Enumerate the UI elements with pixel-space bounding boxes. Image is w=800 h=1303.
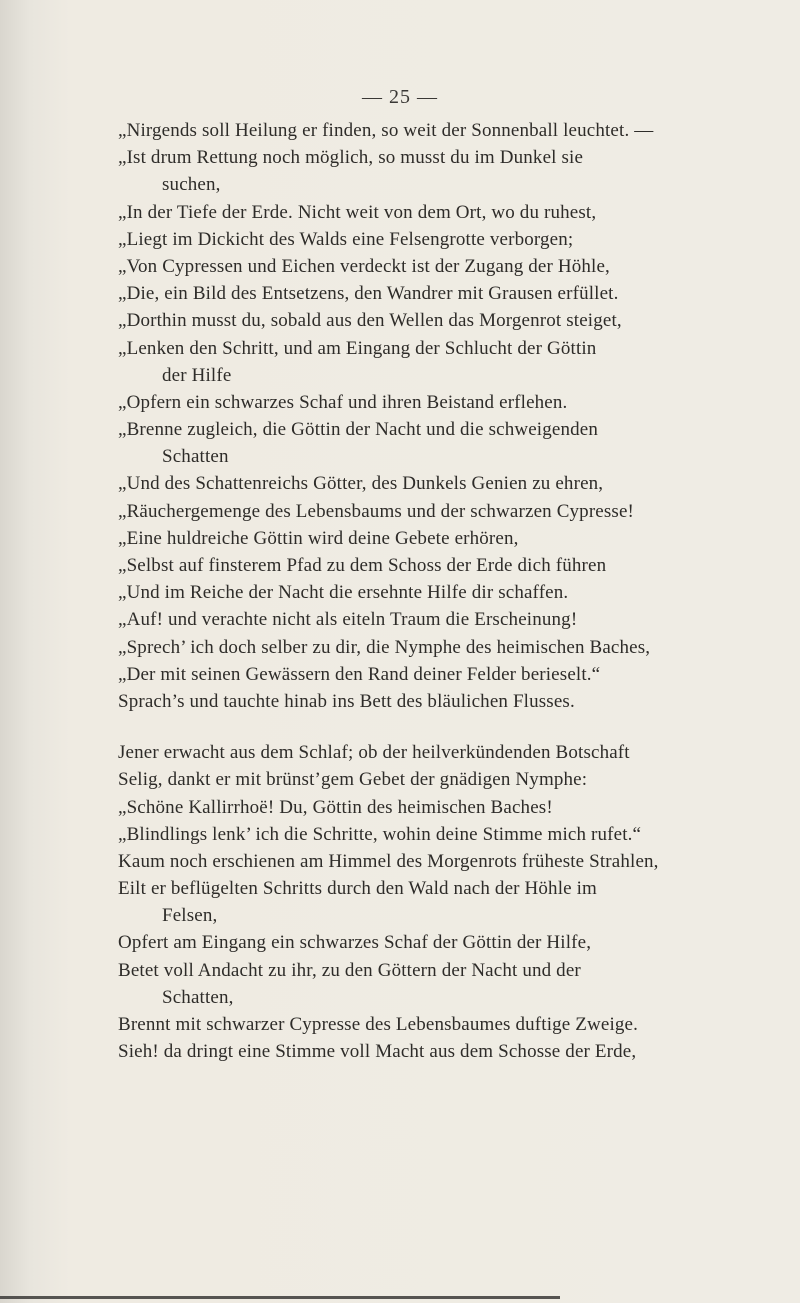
stanza-2 (118, 739, 698, 1065)
verse-line: „Brenne zugleich, die Göttin der Nacht und die schweigenden (118, 419, 598, 441)
poem-text (118, 117, 698, 1065)
verse-line: „Opfern ein schwarzes Schaf und ihren Beistand erflehen. (118, 391, 568, 413)
verse-line: „Von Cypressen und Eichen verdeckt ist der Zugang der Höhle, (118, 255, 610, 277)
verse-line: Schatten, (162, 986, 234, 1008)
verse-line: Schatten (162, 446, 229, 468)
verse-line: „Die, ein Bild des Entsetzens, den Wandrer mit Grausen erfüllet. (118, 283, 619, 305)
bottom-edge-rule (0, 1296, 560, 1299)
verse-line: „Eine huldreiche Göttin wird deine Gebete erhören, (118, 527, 519, 549)
verse-line: Sprach’s und tauchte hinab ins Bett des bläulichen Flusses. (118, 690, 575, 712)
verse-line: „Lenken den Schritt, und am Eingang der Schlucht der Göttin (118, 337, 597, 359)
verse-line: „Ist drum Rettung noch möglich, so musst du im Dunkel sie (118, 147, 584, 169)
verse-line: Sieh! da dringt eine Stimme voll Macht aus dem Schosse der Erde, (118, 1041, 637, 1063)
verse-line: Brennt mit schwarzer Cypresse des Lebensbaumes duftige Zweige. (118, 1014, 639, 1035)
verse-line: „Der mit seinen Gewässern den Rand deiner Felder berieselt.“ (118, 663, 601, 685)
verse-line: „Nirgends soll Heilung er finden, so weit der Sonnenball leuchtet. — (118, 120, 654, 141)
verse-line: der Hilfe (162, 364, 232, 386)
verse-line: „Räuchergemenge des Lebensbaums und der schwarzen Cypresse! (118, 500, 635, 522)
verse-line: Jener erwacht aus dem Schlaf; ob der heilverkündenden Botschaft (118, 742, 630, 764)
verse-line: „Und des Schattenreichs Götter, des Dunkels Genien zu ehren, (118, 473, 604, 495)
verse-line: Opfert am Eingang ein schwarzes Schaf der Göttin der Hilfe, (118, 932, 592, 954)
verse-line: „Dorthin musst du, sobald aus den Wellen das Morgenrot steiget, (118, 310, 622, 332)
verse-line: „Blindlings lenk’ ich die Schritte, wohin deine Stimme mich rufet.“ (118, 823, 642, 845)
verse-line: „Selbst auf finsterem Pfad zu dem Schoss der Erde dich führen (118, 555, 607, 576)
stanza-1 (118, 117, 698, 715)
verse-line: „In der Tiefe der Erde. Nicht weit von dem Ort, wo du ruhest, (118, 201, 597, 223)
verse-line: Selig, dankt er mit brünst’gem Gebet der gnädigen Nymphe: (118, 769, 588, 791)
verse-line: suchen, (162, 174, 221, 196)
verse-line: „Liegt im Dickicht des Walds eine Felsengrotte verborgen; (118, 228, 574, 250)
verse-line: Eilt er beflügelten Schritts durch den Wald nach der Höhle im (118, 878, 597, 900)
verse-line: „Sprech’ ich doch selber zu dir, die Nymphe des heimischen Baches, (118, 636, 651, 658)
stanza-gap (118, 715, 698, 739)
verse-line: „Auf! und verachte nicht als eiteln Traum die Erscheinung! (118, 609, 578, 631)
verse-line: „Schöne Kallirrhoë! Du, Göttin des heimischen Baches! (118, 796, 553, 818)
verse-line: „Und im Reiche der Nacht die ersehnte Hilfe dir schaffen. (118, 582, 569, 604)
verse-line: Felsen, (162, 905, 218, 927)
page-number: — 25 — (362, 86, 438, 108)
verse-line: Kaum noch erschienen am Himmel des Morgenrots früheste Strahlen, (118, 850, 659, 872)
verse-line: Betet voll Andacht zu ihr, zu den Göttern der Nacht und der (118, 959, 581, 981)
